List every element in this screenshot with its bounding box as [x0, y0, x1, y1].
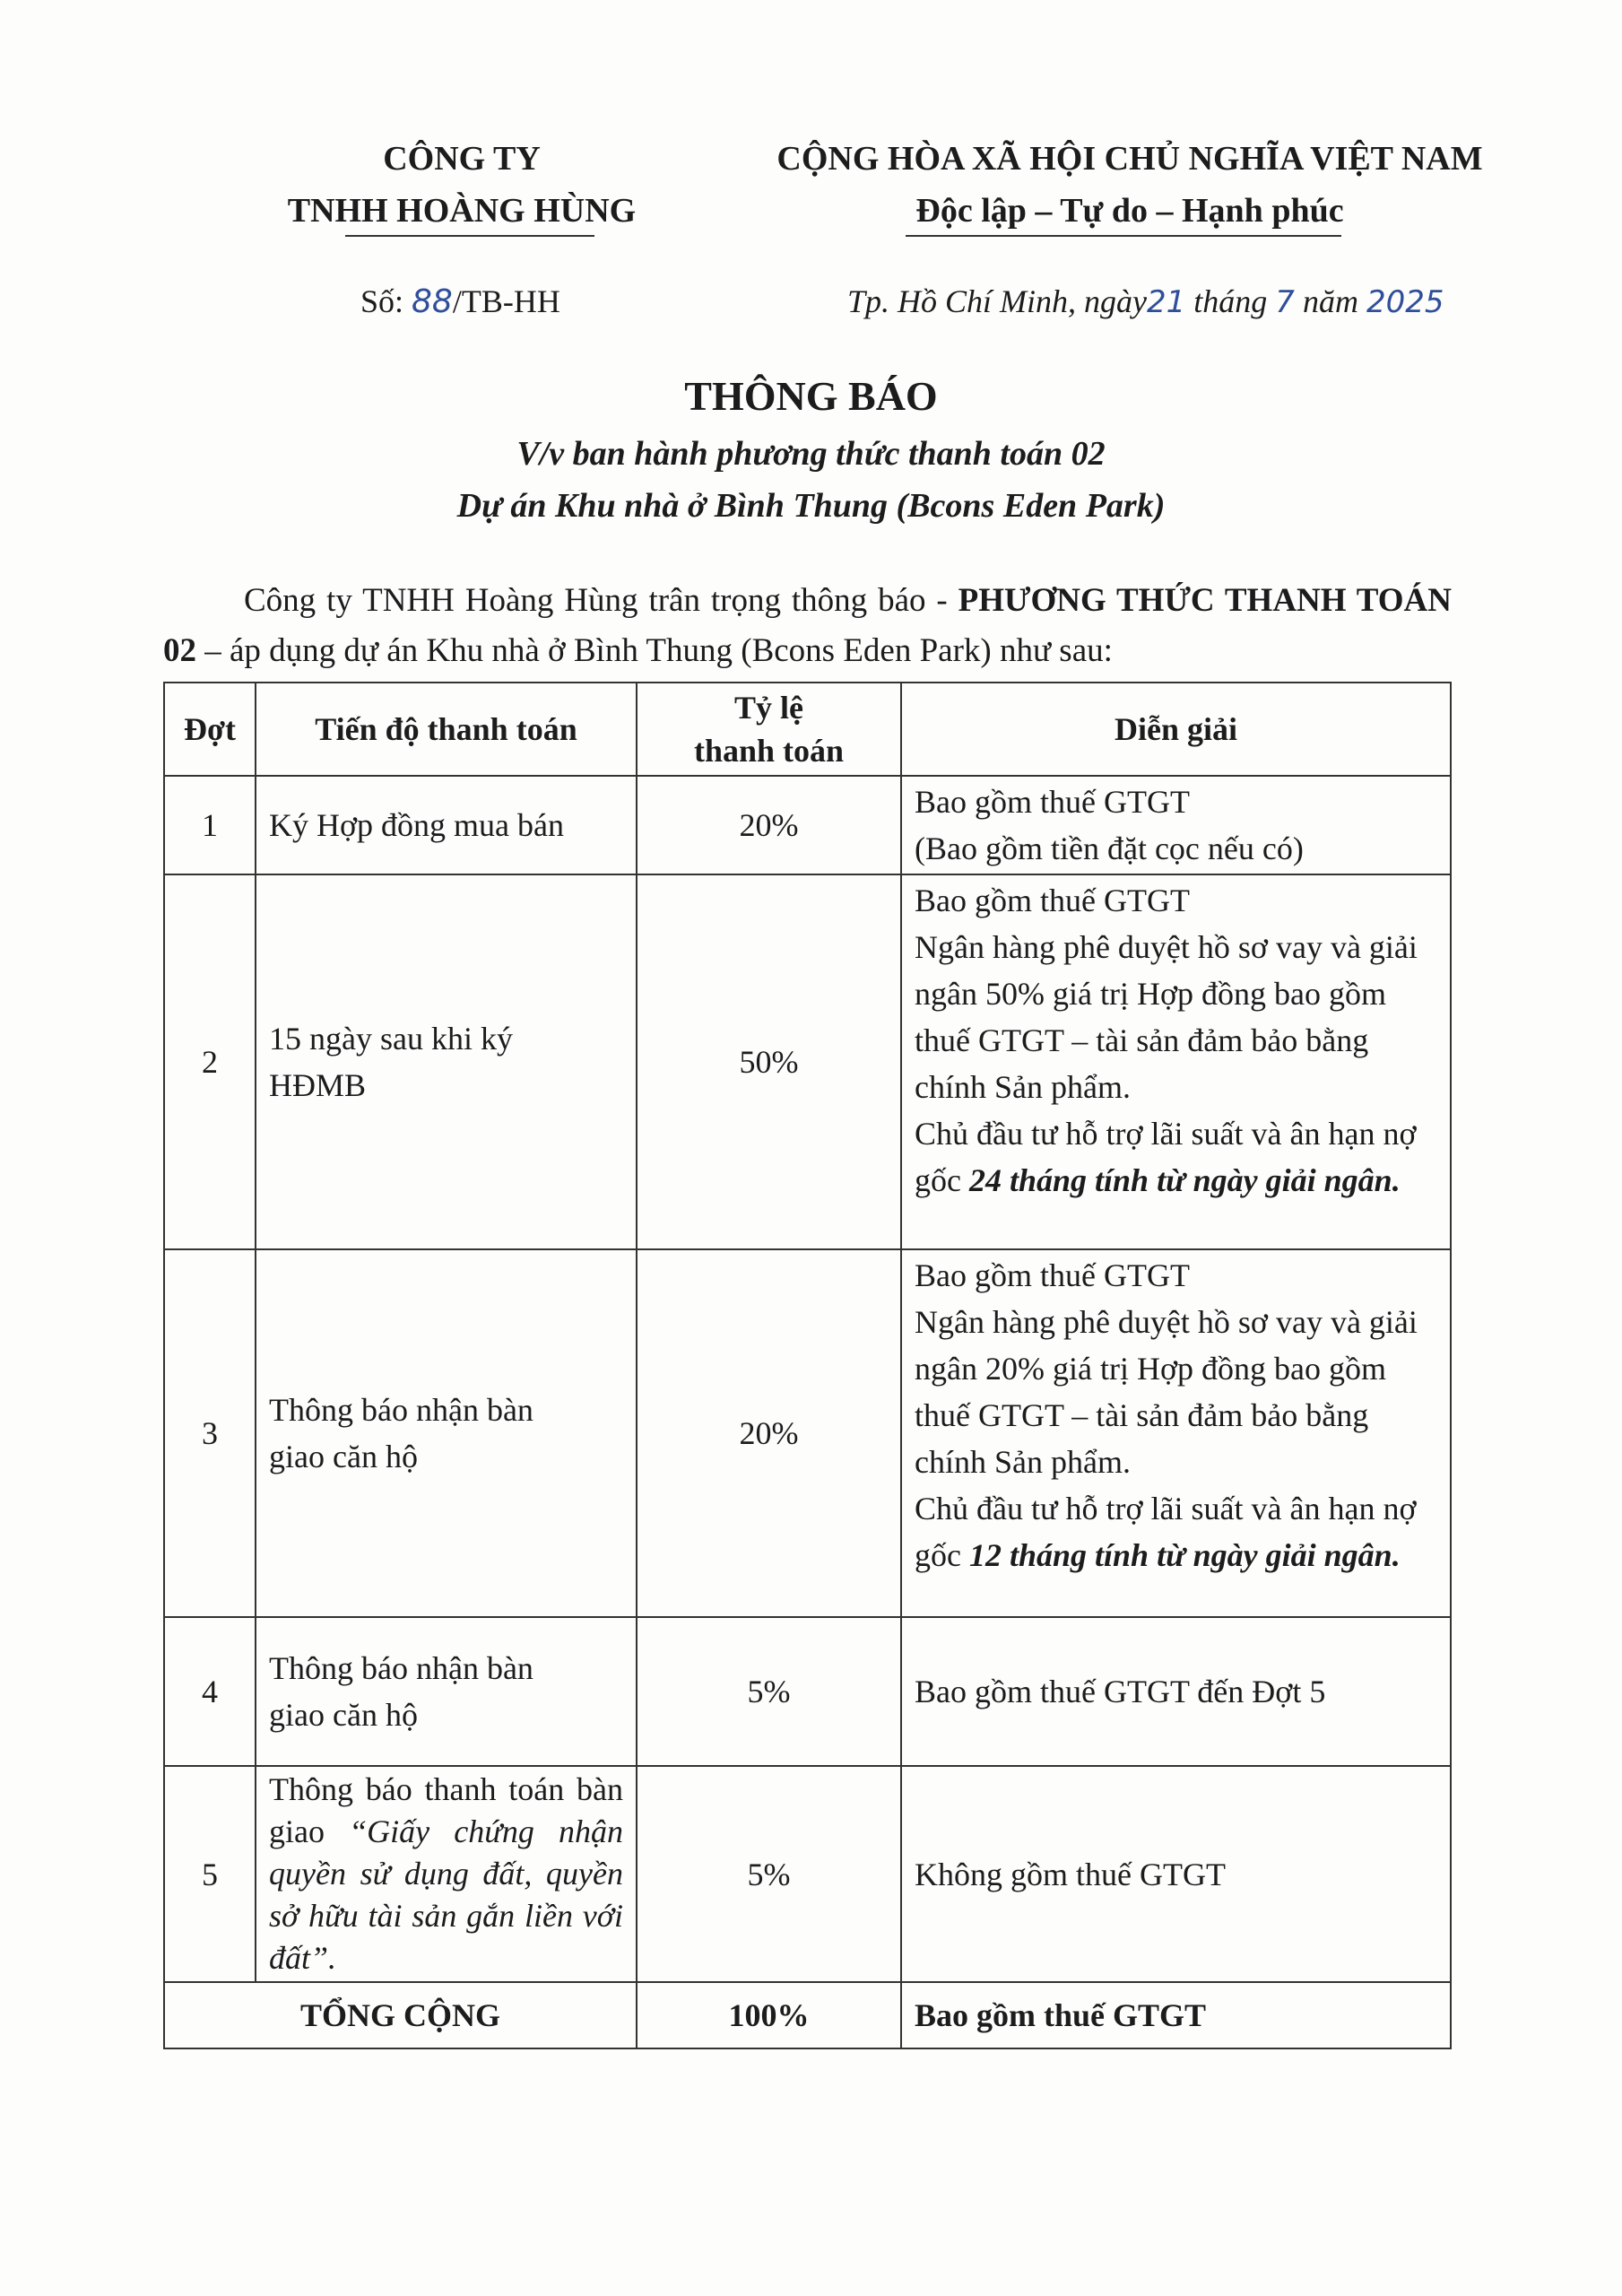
row-dot: 1	[164, 776, 256, 874]
total-rate: 100%	[637, 1982, 901, 2048]
row-progress: Thông báo thanh toán bàn giao “Giấy chứng nhận quyền sử dụng đất, quyền sở hữu tài sản gắn liền với đất”.	[256, 1766, 637, 1982]
table-row	[164, 1766, 1451, 1982]
table-row	[164, 874, 1451, 1249]
nation-header	[762, 133, 1497, 237]
header-progress: Tiến độ thanh toán	[256, 683, 637, 776]
document-date: Tp. Hồ Chí Minh, ngày21 tháng 7 năm 2025	[847, 283, 1444, 320]
company-line-1: CÔNG TY	[383, 140, 541, 178]
nation-line-1: CỘNG HÒA XÃ HỘI CHỦ NGHĨA VIỆT NAM	[776, 140, 1483, 178]
handwritten-number: 88	[412, 283, 453, 320]
payment-schedule-table	[163, 682, 1452, 2049]
row-dot: 4	[164, 1617, 256, 1766]
row-desc: Bao gồm thuế GTGT (Bao gồm tiền đặt cọc nếu có)	[901, 776, 1451, 874]
motto-underline	[906, 235, 1341, 237]
row-progress: Ký Hợp đồng mua bán	[256, 776, 637, 874]
company-line-2: TNHH HOÀNG HÙNG	[287, 192, 637, 230]
handwritten-day: 21	[1147, 284, 1186, 320]
header-rate: Tỷ lệ thanh toán	[637, 683, 901, 776]
row-progress: 15 ngày sau khi ký HĐMB	[256, 874, 637, 1249]
table-row	[164, 1249, 1451, 1617]
row-rate: 20%	[637, 1249, 901, 1617]
intro-paragraph: Công ty TNHH Hoàng Hùng trân trọng thông báo - PHƯƠNG THỨC THANH TOÁN 02 – áp dụng dự án Khu nhà ở Bình Thung (Bcons Eden Park) như sau:	[163, 582, 1453, 669]
company-header	[256, 133, 668, 237]
company-underline	[345, 235, 594, 237]
row-rate: 50%	[637, 874, 901, 1249]
row-desc: Bao gồm thuế GTGT Ngân hàng phê duyệt hồ sơ vay và giải ngân 50% giá trị Hợp đồng bao gồm thuế GTGT – tài sản đảm bảo bằng chính Sản phẩm. Chủ đầu tư hỗ trợ lãi suất và ân hạn nợ gốc 24 tháng tính từ ngày giải ngân.	[901, 874, 1451, 1249]
table-row	[164, 776, 1451, 874]
notice-subject: V/v ban hành phương thức thanh toán 02	[516, 435, 1106, 473]
handwritten-year: 2025	[1366, 284, 1444, 320]
table-total-row	[164, 1982, 1451, 2048]
row-dot: 2	[164, 874, 256, 1249]
row-rate: 20%	[637, 776, 901, 874]
header-dot: Đợt	[164, 683, 256, 776]
notice-title: THÔNG BÁO	[684, 373, 938, 419]
intro-method: PHƯƠNG THỨC THANH TOÁN 02	[163, 582, 1453, 669]
notice-project: Dự án Khu nhà ở Bình Thung (Bcons Eden Park)	[456, 487, 1166, 525]
table-row	[164, 1617, 1451, 1766]
header-desc: Diễn giải	[901, 683, 1451, 776]
row-rate: 5%	[637, 1766, 901, 1982]
row-progress: Thông báo nhận bàn giao căn hộ	[256, 1617, 637, 1766]
row-desc: Bao gồm thuế GTGT đến Đợt 5	[901, 1617, 1451, 1766]
row-dot: 5	[164, 1766, 256, 1982]
row-dot: 3	[164, 1249, 256, 1617]
row-desc: Không gồm thuế GTGT	[901, 1766, 1451, 1982]
row-rate: 5%	[637, 1617, 901, 1766]
row-progress: Thông báo nhận bàn giao căn hộ	[256, 1249, 637, 1617]
document-number: Số: 88/TB-HH	[360, 283, 560, 320]
handwritten-month: 7	[1275, 284, 1295, 320]
total-desc: Bao gồm thuế GTGT	[901, 1982, 1451, 2048]
nation-line-2: Độc lập – Tự do – Hạnh phúc	[915, 192, 1344, 230]
row-desc: Bao gồm thuế GTGT Ngân hàng phê duyệt hồ sơ vay và giải ngân 20% giá trị Hợp đồng bao gồm thuế GTGT – tài sản đảm bảo bằng chính Sản phẩm. Chủ đầu tư hỗ trợ lãi suất và ân hạn nợ gốc 12 tháng tính từ ngày giải ngân.	[901, 1249, 1451, 1617]
total-label: TỔNG CỘNG	[164, 1982, 637, 2048]
table-header-row	[164, 683, 1451, 776]
